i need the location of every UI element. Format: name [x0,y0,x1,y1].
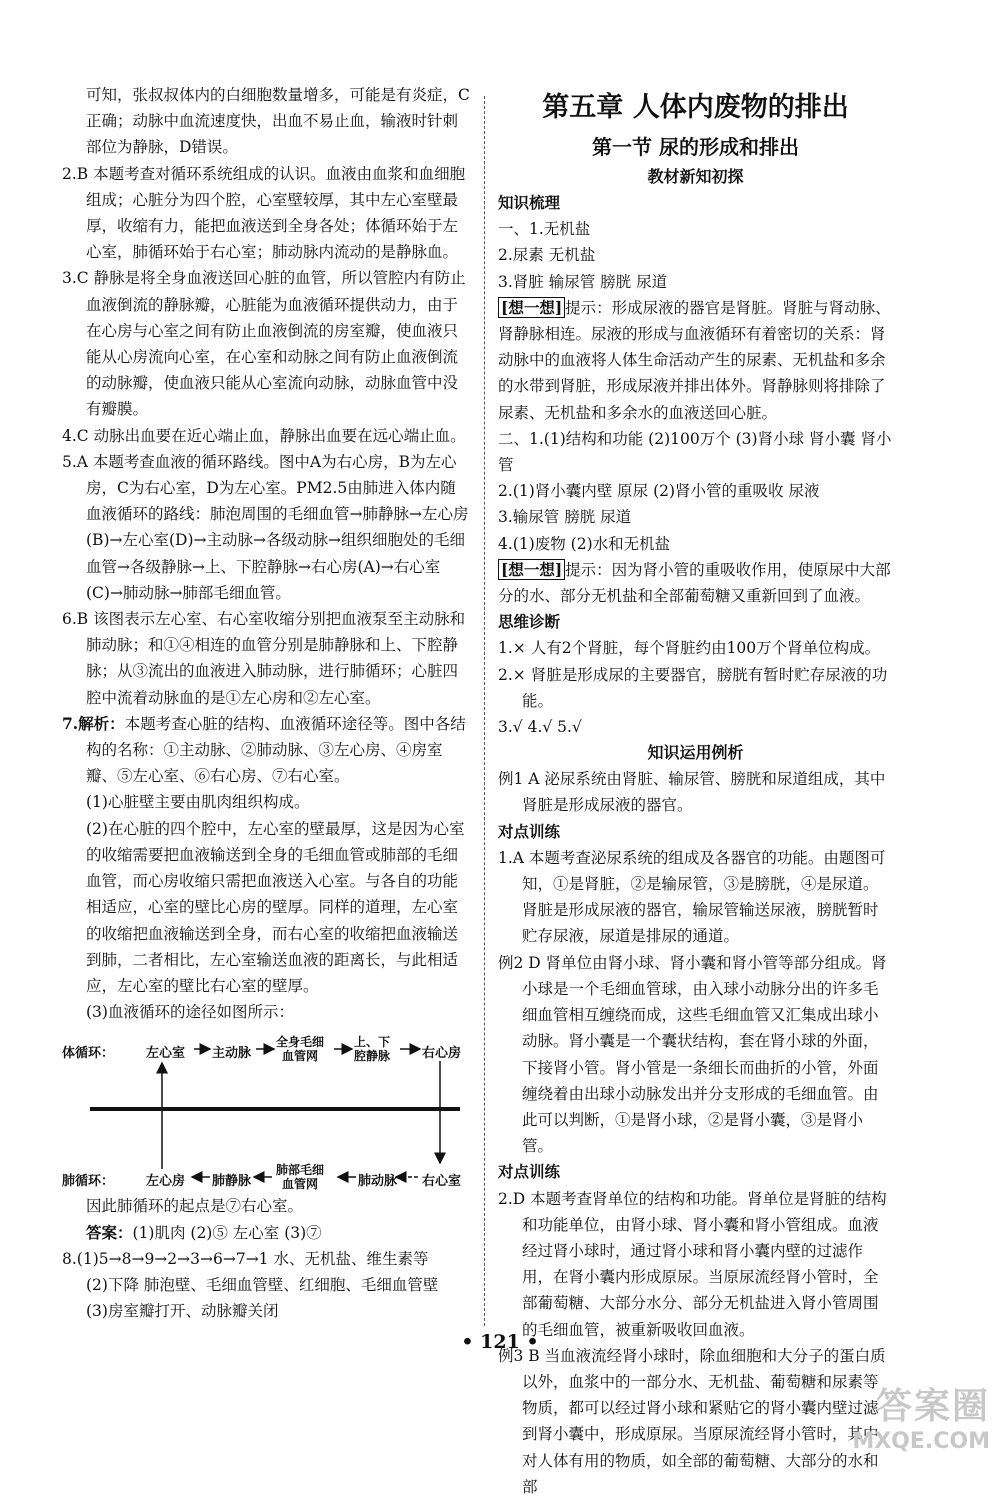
answer-7-final-text: (1)肌肉 (2)⑤ 左心室 (3)⑦ [132,1223,322,1242]
node-body-cap-line1: 全身毛细 [276,1035,325,1050]
section-title: 第一节 尿的形成和排出 [592,135,799,159]
watermark-logo: 答案圈 [875,1386,990,1427]
item-a1: 一、1.无机盐 [498,220,591,239]
node-vena-cava-line2: 腔静脉 [354,1049,391,1064]
answer-7-final-label: 答案： [86,1222,133,1242]
node-pulmonary-artery: 肺动脉 [358,1174,398,1190]
answer-6: 6.B 该图表示左心室、右心室收缩分别把血液泵至主动脉和肺动脉；和①④相连的血管分别是肺静脉和上、下腔静脉；从③流出的血液进入肺动脉，进行肺循环；心脏四腔中流着动脉血的是①左心房和②左心室。 [62,610,466,707]
answer-7-head: 7.解析： [62,713,125,733]
item-b1: 二、1.(1)结构和功能 (2)100万个 (3)肾小球 肾小囊 肾小管 [498,429,892,475]
node-right-ventricle: 右心室 [422,1174,462,1190]
think-2-text: 提示：因为肾小管的重吸收作用，使原尿中大部分的水、部分无机盐和全部葡萄糖又重新回到了血液。 [498,560,891,606]
answer-7-part2: (2)在心脏的四个腔中，左心室的壁最厚，这是因为心室的收缩需要把血液输送到全身的毛细血管或肺部的毛细血管，而心房收缩只需把血液送入心室。与各自的功能相适应，心室的壁比心房的壁厚。同样的道理，左心室的收缩把血液输送到全身，而右心室的收缩把血液输送到肺，二者相比，左心室输送血液的距离长，与此相适应，左心室的壁比右心室的壁厚。 [86,819,465,995]
node-body-cap-line2: 血管网 [282,1049,319,1064]
node-vena-cava [354,1035,390,1063]
think-2 [498,557,893,609]
item-b2: 2.(1)肾小囊内壁 原尿 (2)肾小管的重吸收 尿液 [498,482,820,501]
item-b3: 3.输尿管 膀胱 尿道 [498,508,632,527]
item-c2: 2.× 肾脏是形成尿的主要器官，膀胱有暂时贮存尿液的功能。 [498,665,888,710]
item-a3: 3.肾脏 输尿管 膀胱 尿道 [498,272,668,291]
node-vena-cava-line1: 上、下 [354,1035,391,1050]
part-title-1: 教材新知初探 [647,167,744,186]
node-aorta: 主动脉 [212,1046,252,1062]
page-number: • 121 • [461,1331,539,1353]
systemic-label: 体循环： [62,1046,115,1062]
watermark [830,1385,990,1459]
item-c3: 3.√ 4.√ 5.√ [498,718,582,737]
circulation-diagram-lines [62,1031,472,1191]
think-1 [498,295,893,426]
answer-7-conclusion: 因此肺循环的起点是⑦右心室。 [86,1197,304,1216]
example-3: 例3 B 当血液流经肾小球时，除血细胞和大分子的蛋白质以外，血浆中的一部分水、无机盐、葡萄糖和尿素等物质，都可以经过肾小球和紧贴它的肾小囊内壁过滤到肾小囊中，形成原尿。当原尿流经肾小管时，其中对人体有用的物质，如全部的葡萄糖、大部分的水和部 [498,1346,886,1496]
left-paragraph-1: 可知，张叔叔体内的白细胞数量增多，可能是有炎症，C正确；动脉中血流速度快，出血不易止血，输液时针刺部位为静脉，D错误。 [86,86,470,157]
part-title-2: 知识运用例析 [647,743,744,763]
think-label-2: [想一想] [498,559,565,580]
think-1-text: 提示：形成尿液的器官是肾脏。肾脏与肾动脉、肾静脉相连。尿液的形成与血液循环有着密切的关系：肾动脉中的血液将人体生命活动产生的尿素、无机盐和多余的水带到肾脏，形成尿液并排出体外。肾静脉则将排除了尿素、无机盐和多余水的血液送回心脏。 [498,298,891,422]
left-column [62,82,470,1324]
answer-8-part2: (2)下降 肺泡壁、毛细血管壁、红细胞、毛细血管壁 [86,1275,439,1294]
answer-4: 4.C 动脉出血要在近心端止血，静脉出血要在远心端止血。 [62,426,466,445]
thinking-diagnosis-title: 思维诊断 [498,613,561,632]
answer-7-part1: (1)心脏壁主要由肌肉组织构成。 [86,793,310,812]
node-right-atrium: 右心房 [422,1046,462,1062]
item-c1: 1.× 人有2个肾脏，每个肾脏约由100万个肾单位构成。 [498,639,881,658]
answer-3: 3.C 静脉是将全身血液送回心脏的血管，所以管腔内有防止血液倒流的静脉瓣，心脏能为血液循环提供动力，由于在心房与心室之间有防止血液倒流的房室瓣，使血液只能从心房流向心室，在心室和动脉之间有防止血液倒流的动脉瓣，使血液只能从心室流向动脉，动脉血管中没有瓣膜。 [62,269,466,419]
watermark-url: MXQE.COM [852,1429,990,1454]
answer-8-part3: (3)房室瓣打开、动脉瓣关闭 [86,1302,279,1321]
knowledge-review-title: 知识梳理 [498,194,561,212]
example-1: 例1 A 泌尿系统由肾脏、输尿管、膀胱和尿道组成，其中肾脏是形成尿液的器官。 [498,770,886,815]
column-divider [484,96,485,1326]
chapter-title: 第五章 人体内废物的排出 [542,92,849,123]
answer-7-final [62,1220,470,1246]
node-pulmonary-vein: 肺静脉 [212,1174,252,1190]
answer-7-part3: (3)血液循环的途径如图所示： [86,1003,294,1022]
practice-title-1: 对点训练 [498,822,561,841]
think-label-1: [想一想] [498,297,565,318]
item-b4: 4.(1)废物 (2)水和无机盐 [498,534,671,553]
answer-2: 2.B 本题考查对循环系统组成的认识。血液由血浆和血细胞组成；心脏分为四个腔，心室壁较厚，其中左心室壁最厚，收缩有力，能把血液送到全身各处；体循环始于左心室，肺循环始于右心室；肺动脉内流动的是静脉血。 [62,164,466,262]
node-left-ventricle: 左心室 [146,1046,186,1062]
node-lung-cap-line2: 血管网 [282,1177,319,1192]
circulation-diagram [62,1031,472,1191]
item-a2: 2.尿素 无机盐 [498,246,596,265]
practice-title-2: 对点训练 [498,1163,561,1182]
pulmonary-label: 肺循环： [62,1174,115,1190]
node-lung-cap-line1: 肺部毛细 [276,1163,325,1178]
answer-5: 5.A 本题考查血液的循环路线。图中A为右心房，B为左心房，C为右心室，D为左心室。PM2.5由肺进入体内随血液循环的路线：肺泡周围的毛细血管→肺静脉→左心房(B)→左心室(D)→主动脉→各级动脉→组织细胞处的毛细血管→各级静脉→上、下腔静脉→右心房(A)→右心室(C)→肺动脉→肺部毛细血管。 [62,452,469,602]
answer-7-text: 本题考查心脏的结构、血液循环途径等。图中各结构的名称：①主动脉、②肺动脉、③左心房、④房室瓣、⑤左心室、⑥右心房、⑦右心室。 [86,714,466,786]
practice-2: 2.D 本题考查肾单位的结构和功能。肾单位是肾脏的结构和功能单位，由肾小球、肾小囊和肾小管组成。血液经过肾小球时，通过肾小球和肾小囊内壁的过滤作用，在肾小囊内形成原尿。当原尿流经肾小管时，全部葡萄糖、大部分水分、部分无机盐进入肾小管周围的毛细血管，被重新吸收回血液。 [498,1189,887,1339]
node-left-atrium: 左心房 [146,1174,186,1190]
answer-8-part1: 8.(1)5→8→9→2→3→6→7→1 水、无机盐、维生素等 [62,1249,429,1268]
practice-1: 1.A 本题考查泌尿系统的组成及各器官的功能。由题图可知，①是肾脏，②是输尿管，③是膀胱，④是尿道。肾脏是形成尿液的器官，输尿管输送尿液，膀胱暂时贮存尿液，尿道是排尿的通道。 [498,848,886,946]
example-2: 例2 D 肾单位由肾小球、肾小囊和肾小管等部分组成。肾小球是一个毛细血管球，由入球小动脉分出的许多毛细血管相互缠绕而成，这些毛细血管又汇集成出球小动脉。肾小囊是一个囊状结构，套在肾小球的外面，下接肾小管。肾小管是一条细长而曲折的小管，外面缠绕着由出球小动脉发出并分支形成的毛细血管。由此可以判断，①是肾小球，②是肾小囊，③是肾小管。 [498,953,887,1156]
answer-7-intro [62,711,470,790]
node-body-capillaries [276,1035,324,1063]
right-column [498,82,893,1500]
node-lung-capillaries [276,1163,324,1191]
